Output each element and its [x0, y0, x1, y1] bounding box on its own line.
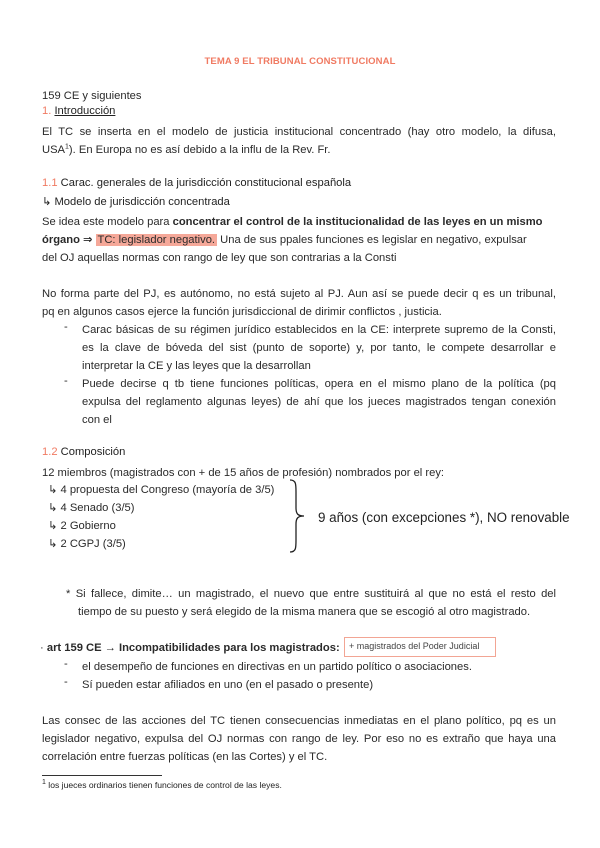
arrow-icon: ↳ [48, 502, 58, 514]
footnote-divider [42, 775, 162, 776]
model-line-2: órgano ⇒ TC: legislador negativo. Una de sus ppales funciones es legislar en negativo, expulsar [42, 234, 527, 246]
arrow-icon: ↳ [48, 484, 58, 496]
bullet-2-line-1: Puede decirse q tb tiene funciones políticas, opera en el mismo plano de la política (pq [82, 378, 556, 390]
incompat-heading: · art 159 CE → Incompatibilidades para los magistrados: [40, 642, 340, 654]
incompat-item-1: el desempeño de funciones en directivas en un partido político o asociaciones. [82, 661, 472, 673]
list-item: ↳ 2 CGPJ (3/5) [48, 538, 126, 550]
consec-line-3: correlación entre fuerzas políticas (en las Cortes) y el TC. [42, 751, 328, 763]
intro-paragraph-line-1: El TC se inserta en el modelo de justicia institucional concentrado (hay otro modelo, la difusa, [42, 126, 556, 138]
bullet-dash: - [64, 321, 68, 333]
mandate-note: 9 años (con excepciones *), NO renovable [318, 510, 570, 525]
bullet-dash: - [64, 676, 68, 688]
arrow-icon: ↳ [42, 196, 52, 208]
section-1-1-heading: 1.1 Carac. generales de la jurisdicción constitucional española [42, 177, 352, 189]
section-1-2-heading: 1.2 Composición [42, 446, 126, 458]
consec-line-2: legislador negativo, expulsa del OJ normas con rango de ley. Por eso no es extraño que haya una [42, 733, 556, 745]
highlight-legislador: TC: legislador negativo. [97, 234, 216, 246]
bullet-2-line-2: expulsa del reglamento algunas leyes) de ahí que los jueces magistrados tengan conexión [82, 396, 556, 408]
section-1-heading: 1. Introducción [42, 105, 116, 117]
bullet-dash: - [64, 375, 68, 387]
curly-brace-icon [284, 478, 310, 554]
list-item: ↳ 4 propuesta del Congreso (mayoría de 3/5) [48, 484, 275, 496]
subsection-heading: ↳ Modelo de jurisdicción concentrada [42, 196, 230, 208]
pj-line-2: pq en algunos casos ejerce la función jurisdiccional de dirimir conflictos , justicia. [42, 306, 442, 318]
arrow-icon: ↳ [48, 520, 58, 532]
annotation-box: + magistrados del Poder Judicial [344, 637, 496, 657]
footnote-star-line-1: * Si fallece, dimite… un magistrado, el nuevo que entre sustituirá al que no está el resto del [66, 588, 556, 600]
list-item: ↳ 2 Gobierno [48, 520, 116, 532]
list-item: ↳ 4 Senado (3/5) [48, 502, 135, 514]
incompat-item-2: Sí pueden estar afiliados en uno (en el pasado o presente) [82, 679, 374, 691]
bullet-2-line-3: con el [82, 414, 112, 426]
footnote-1: $^1$ los jueces ordinarios tienen funciones de control de las leyes. [42, 779, 282, 790]
bullet-dash: - [64, 658, 68, 670]
page-title: TEMA 9 EL TRIBUNAL CONSTITUCIONAL [204, 56, 396, 67]
bullet-1-line-1: Carac básicas de su régimen jurídico establecidos en la CE: interprete supremo de la Consti, [82, 324, 556, 336]
ref-line: 159 CE y siguientes [42, 90, 142, 102]
model-line-1: Se idea este modelo para concentrar el control de la institucionalidad de las leyes en un mismo [42, 216, 543, 228]
footnote-star-line-2: tiempo de su puesto y será elegido de la misma manera que se escogió al otro magistrado. [78, 606, 531, 618]
arrow-icon: ↳ [48, 538, 58, 550]
composition-intro: 12 miembros (magistrados con + de 15 años de profesión) nombrados por el rey: [42, 467, 445, 479]
bullet-1-line-2: es la clave de bóveda del sist (punto de soporte) y, por tanto, le compete desarrollar e [82, 342, 556, 354]
model-line-3: del OJ aquellas normas con rango de ley que son contrarias a la Consti [42, 252, 397, 264]
pj-line-1: No forma parte del PJ, es autónomo, no está sujeto al PJ. Aun así se puede decir q es un tribunal, [42, 288, 556, 300]
intro-paragraph-line-2: USA$^1$). En Europa no es así debido a la influ de la Rev. Fr. [42, 143, 331, 156]
consec-line-1: Las consec de las acciones del TC tienen consecuencias inmediatas en el plano político, pq es un [42, 715, 556, 727]
bullet-1-line-3: interpretar la CE y las leyes que la desarrollan [82, 360, 311, 372]
